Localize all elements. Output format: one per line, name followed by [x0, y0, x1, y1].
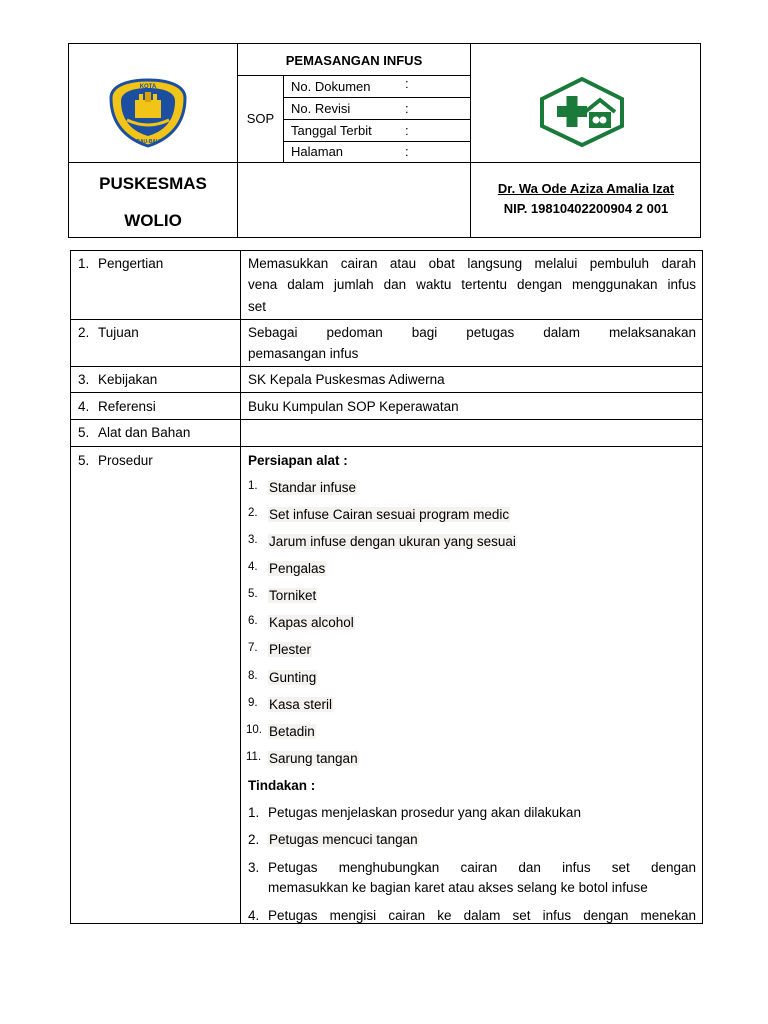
row-pengertian-text-line: vena dalam jumlah dan waktu tertentu dengan menggunakan infus: [248, 277, 696, 292]
row-pengertian-text-line: Memasukkan cairan atau obat langsung melalui pembuluh darah: [248, 256, 696, 271]
row-prosedur-number: 5.: [78, 453, 90, 468]
list-item-number: 11.: [246, 751, 262, 763]
list-item-number: 9.: [248, 697, 258, 709]
row-referensi-number: 4.: [78, 399, 90, 414]
list-item-number: 8.: [248, 670, 258, 682]
step-number: 3.: [248, 860, 260, 875]
row-alat-label: Alat dan Bahan: [98, 425, 191, 440]
list-item-number: 7.: [248, 642, 258, 654]
field-no-dokumen-label: No. Dokumen: [291, 79, 371, 94]
row-pengertian-number: 1.: [78, 256, 90, 271]
field-halaman-label: Halaman: [291, 144, 344, 159]
row-kebijakan-label: Kebijakan: [98, 372, 158, 387]
tindakan-heading: Tindakan :: [248, 778, 316, 793]
list-item: Pengalas: [269, 561, 326, 576]
field-tanggal-terbit-colon: :: [405, 123, 409, 138]
field-no-revisi-label: No. Revisi: [291, 101, 351, 116]
row-prosedur-label: Prosedur: [98, 453, 153, 468]
list-item-number: 5.: [248, 588, 258, 600]
list-item: Sarung tangan: [269, 751, 358, 766]
row-pengertian-text-line: set: [248, 299, 267, 314]
list-item: Gunting: [269, 670, 317, 685]
list-item-number: 1.: [248, 480, 258, 492]
row-referensi-text: Buku Kumpulan SOP Keperawatan: [248, 399, 459, 414]
svg-text:KOTA: KOTA: [139, 84, 157, 90]
field-tanggal-terbit-label: Tanggal Terbit: [291, 123, 372, 138]
org-name-line1: PUSKESMAS: [99, 174, 207, 193]
list-item: Kasa steril: [269, 697, 333, 712]
list-item-number: 6.: [248, 615, 258, 627]
row-tujuan-label: Tujuan: [98, 325, 139, 340]
step-text: Petugas mencuci tangan: [269, 832, 418, 847]
list-item: Set infuse Cairan sesuai program medic: [269, 507, 510, 522]
list-item: Betadin: [269, 724, 315, 739]
step-text: Petugas menghubungkan cairan dan infus set dengan: [268, 860, 696, 875]
signer-name: Dr. Wa Ode Aziza Amalia Izat: [497, 181, 675, 196]
field-no-dokumen-colon: :: [405, 76, 409, 91]
document-title: PEMASANGAN INFUS: [285, 53, 423, 68]
puskesmas-logo: [537, 76, 627, 148]
list-item-number: 10.: [246, 724, 262, 736]
row-kebijakan-number: 3.: [78, 372, 90, 387]
step-number: 4.: [248, 908, 260, 923]
list-item: Torniket: [269, 588, 317, 603]
list-item: Jarum infuse dengan ukuran yang sesuai: [269, 534, 516, 549]
row-tujuan-text-line: pemasangan infus: [248, 346, 359, 361]
list-item-number: 4.: [248, 561, 258, 573]
step-text: Petugas menjelaskan prosedur yang akan dilakukan: [268, 805, 581, 820]
list-item: Plester: [269, 642, 312, 657]
step-number: 2.: [248, 832, 260, 847]
step-number: 1.: [248, 805, 260, 820]
org-name-line2: WOLIO: [124, 211, 182, 230]
row-referensi-label: Referensi: [98, 399, 156, 414]
row-pengertian-label: Pengertian: [98, 256, 164, 271]
row-tujuan-number: 2.: [78, 325, 90, 340]
step-text: memasukkan ke bagian karet atau akses selang ke botol infuse: [268, 880, 648, 895]
field-halaman-colon: :: [405, 144, 409, 159]
row-kebijakan-text: SK Kepala Puskesmas Adiwerna: [248, 372, 445, 387]
row-alat-number: 5.: [78, 425, 90, 440]
step-text: Petugas mengisi cairan ke dalam set infus dengan menekan: [268, 908, 696, 923]
list-item: Kapas alcohol: [269, 615, 354, 630]
list-item-number: 2.: [248, 507, 258, 519]
svg-text:BAU-BAU: BAU-BAU: [136, 139, 160, 145]
field-no-revisi-colon: :: [405, 101, 409, 116]
city-emblem-logo: [105, 76, 191, 148]
list-item-number: 3.: [248, 534, 258, 546]
row-tujuan-text-line: Sebagai pedoman bagi petugas dalam melaksanakan: [248, 325, 696, 340]
sop-label: SOP: [246, 111, 275, 126]
signer-nip: NIP. 19810402200904 2 001: [503, 201, 669, 216]
persiapan-alat-heading: Persiapan alat :: [248, 453, 348, 468]
list-item: Standar infuse: [269, 480, 357, 495]
